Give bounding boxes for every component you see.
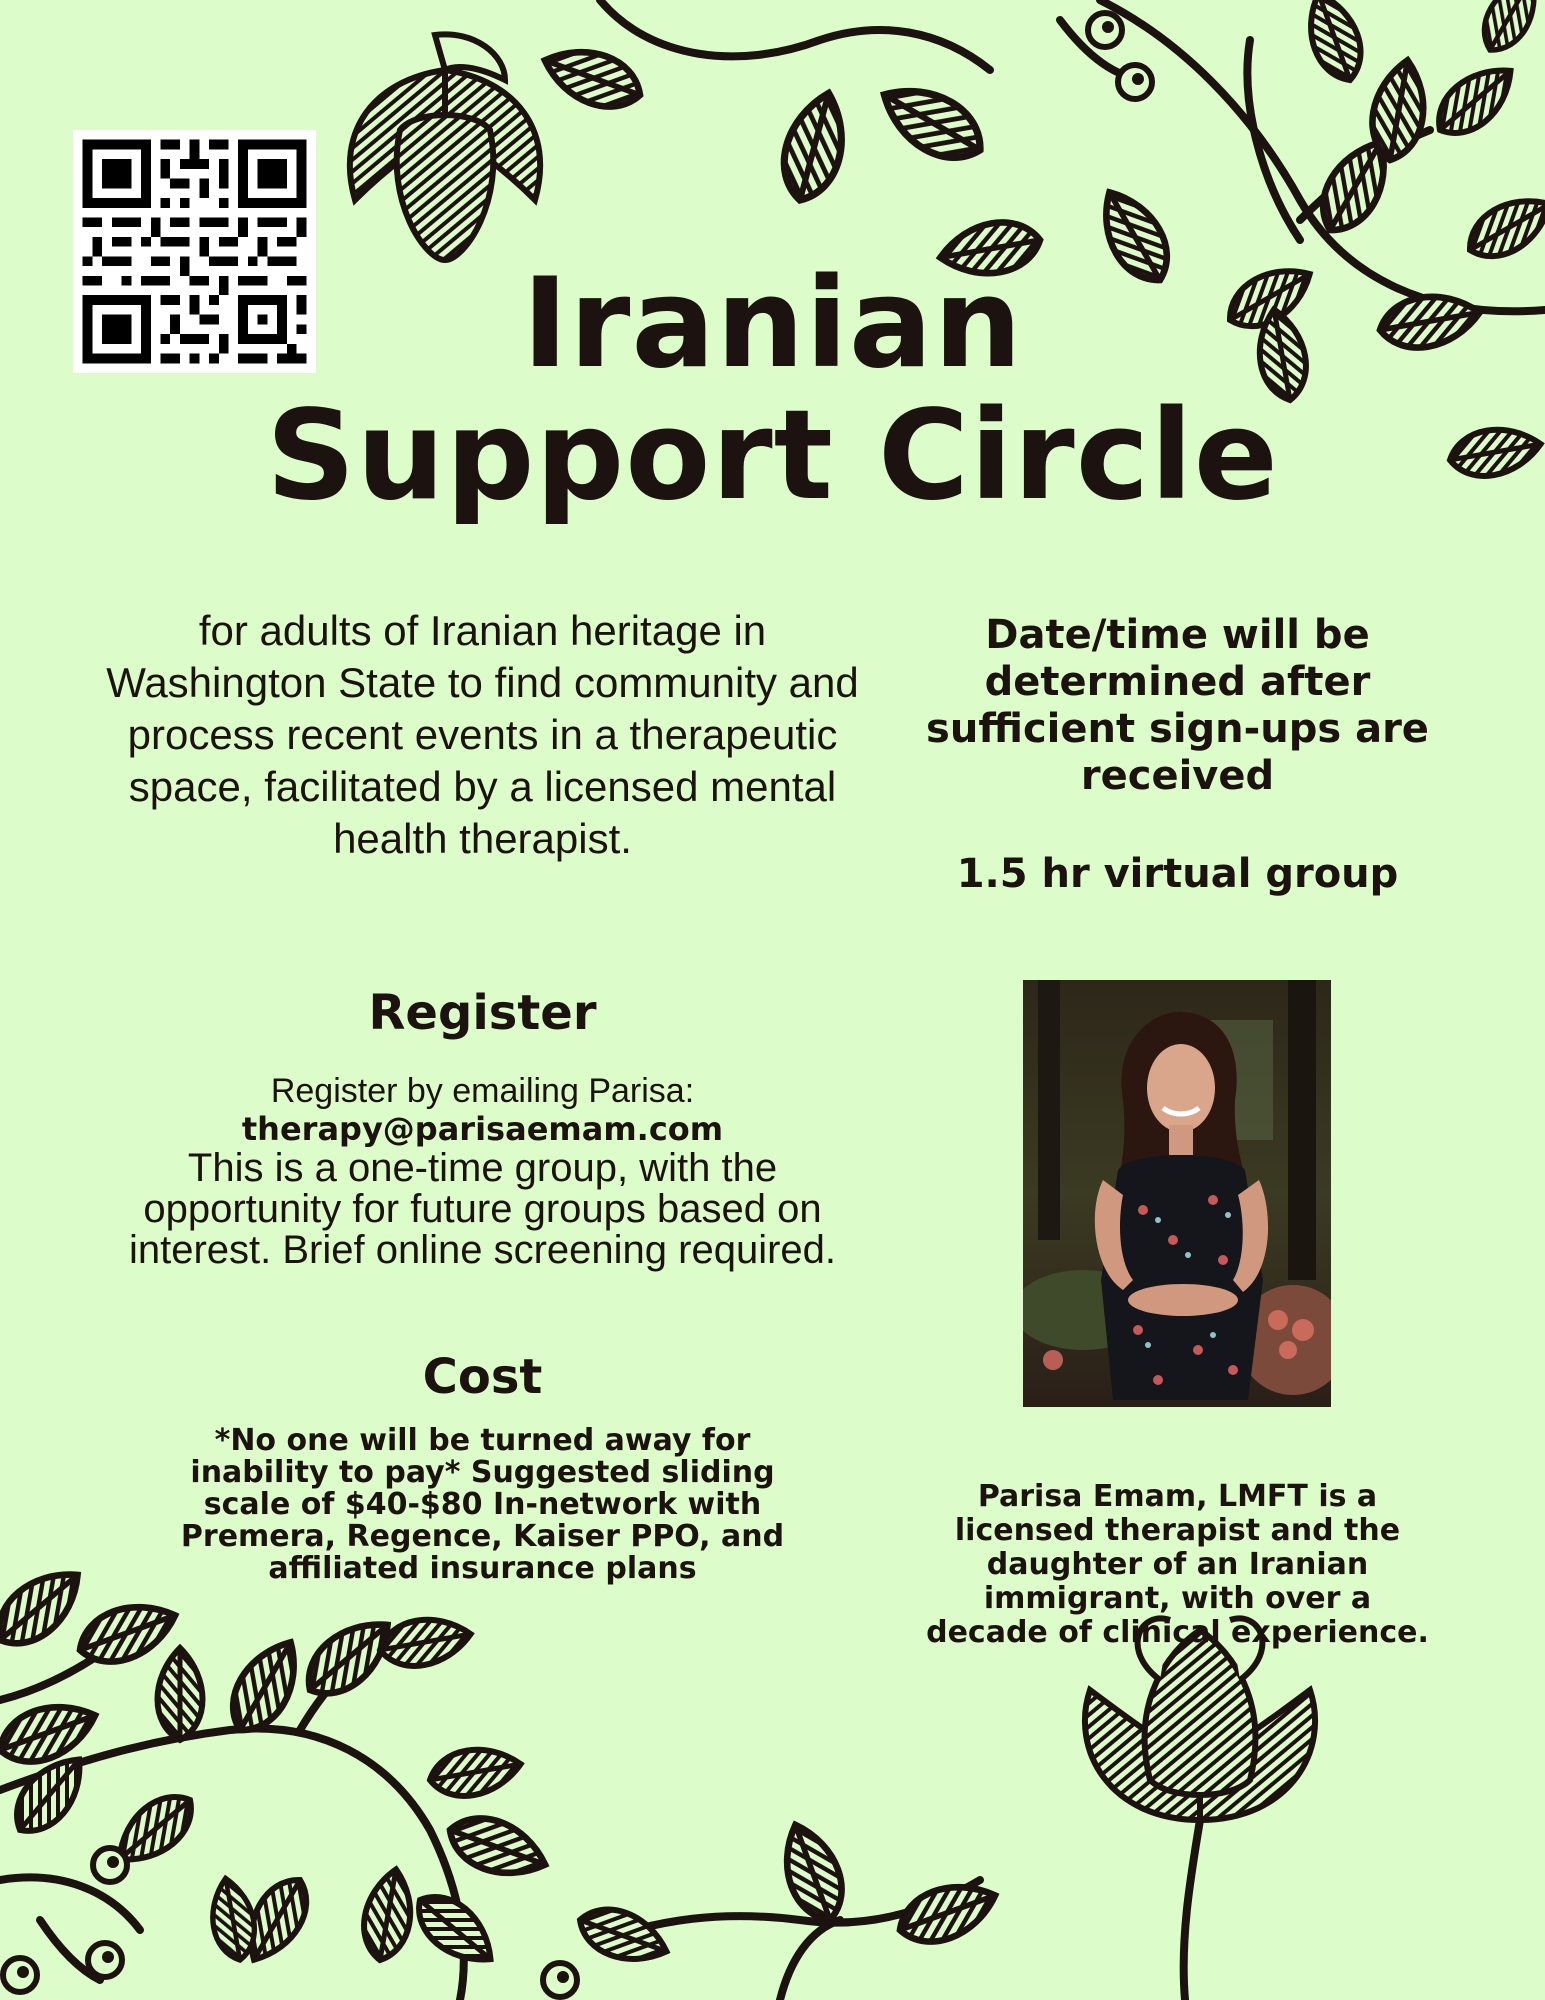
therapist-photo xyxy=(1023,980,1331,1407)
register-details: This is a one-time group, with the opportunity for future groups based on interest. Brief online screening required. xyxy=(128,1146,837,1272)
schedule-text: Date/time will be determined after sufficient sign-ups are received xyxy=(926,612,1429,799)
intro-text: for adults of Iranian heritage in Washington State to find community and process recent events in a therapeutic space, facilitated by a licensed mental health therapist. xyxy=(106,607,859,862)
title-line-1: Iranian xyxy=(522,252,1023,396)
title-line-2: Support Circle xyxy=(266,384,1279,528)
register-section xyxy=(120,1072,845,1271)
register-heading: Register xyxy=(368,985,597,1041)
cost-details: *No one will be turned away for inability to pay* Suggested sliding scale of $40-$80 In-network with Premera, Regence, Kaiser PPO, and affiliated insurance plans xyxy=(180,1423,785,1586)
register-email-link[interactable]: therapy@parisaemam.com xyxy=(241,1110,724,1148)
page-title xyxy=(180,252,1365,528)
cost-heading: Cost xyxy=(422,1349,543,1405)
therapist-bio: Parisa Emam, LMFT is a licensed therapist and the daughter of an Iranian immigrant, with over a decade of clinical experience. xyxy=(926,1479,1429,1650)
register-instruction: Register by emailing Parisa: xyxy=(270,1072,695,1110)
duration-text: 1.5 hr virtual group xyxy=(956,851,1399,897)
